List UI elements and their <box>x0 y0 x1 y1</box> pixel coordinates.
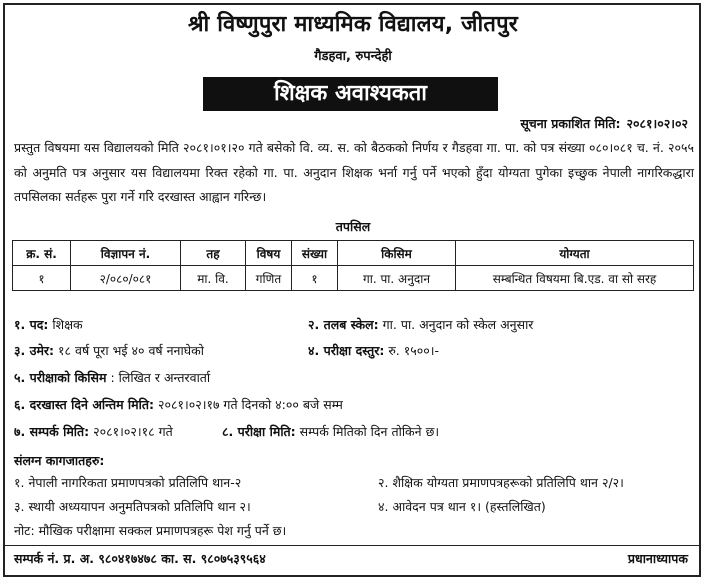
col-header-qualification: योग्यता <box>456 241 694 266</box>
detail-fee <box>308 342 439 359</box>
notice-date-value: २०८१।०२।०२ <box>626 116 688 131</box>
cell-level: मा. वि. <box>181 266 246 291</box>
detail-contact-date-value: २०८१।०२।१८ गते <box>93 424 173 439</box>
notice-body-paragraph: प्रस्तुत विषयमा यस विद्यालयको मिति २०८१।०१।२० गते बसेको वि. व्य. स. को बैठकको निर्णय र गैडहवा गा. पा. को पत्र संख्या ०८०।०८१ च. नं. २०५५ को अनुमति पत्र अनुसार यस विद्यालयमा रिक्त रहेको गा. पा. अनुदान शिक्षक भर्ना गर्नु पर्ने भएको हुँदा योग्यता पुगेका इच्छुक नेपाली नागरिकद्धारा तपसिलका सर्तहरू पुरा गर्ने गरि दरखास्त आह्वान गरिन्छ। <box>14 140 694 204</box>
detail-deadline-value: २०८१।०२।१७ गते दिनको ४:०० बजे सम्म <box>157 397 343 412</box>
col-header-advert-no: विज्ञापन नं. <box>71 241 181 266</box>
documents-heading: संलग्न कागजातहरु: <box>14 453 105 468</box>
detail-salary-label: २. तलब स्केल: <box>308 317 379 332</box>
detail-contact-date-label: ७. सम्पर्क मिति: <box>14 424 90 439</box>
document-item-teaching-license: ३. स्थायी अध्ययापन अनुमतिपत्रको प्रतिलिपि थान २। <box>14 499 251 514</box>
detail-post-label: १. पद: <box>14 317 49 332</box>
cell-advert-no: २/०८०/०८१ <box>71 266 181 291</box>
col-header-subject: विषय <box>246 241 292 266</box>
footer-divider <box>5 545 699 546</box>
notice-date-label: सूचना प्रकाशित मिति: <box>520 116 621 131</box>
details-heading: तपसिल <box>335 219 371 234</box>
detail-exam-date-value: सम्पर्क मितिको दिन तोकिने छ। <box>299 424 440 439</box>
detail-post <box>14 316 83 333</box>
notice-published-date <box>520 115 688 132</box>
cell-serial: १ <box>13 266 71 291</box>
detail-exam-type <box>14 369 210 386</box>
document-item-academic: २. शैक्षिक योग्यता प्रमाणपत्रहरूको प्रतिलिपि थान २/२। <box>378 475 624 490</box>
detail-exam-type-label: ५. परीक्षाको किसिम <box>14 370 107 385</box>
col-header-type: किसिम <box>338 241 456 266</box>
cell-count: १ <box>292 266 338 291</box>
documents-note: नोट: मौखिक परीक्षामा सक्कल प्रमाणपत्रहरू पेश गर्नु पर्ने छ। <box>14 523 287 538</box>
notice-title-banner: शिक्षक अवाश्यकता <box>203 77 498 111</box>
cell-type: गा. पा. अनुदान <box>338 266 456 291</box>
col-header-level: तह <box>181 241 246 266</box>
cell-qualification: सम्बन्धित विषयमा बि.एड. वा सो सरह <box>456 266 694 291</box>
vacancy-table <box>12 240 694 291</box>
school-location: गैडहवा, रुपन्देही <box>314 49 392 64</box>
contact-numbers: सम्पर्क नं. प्र. अ. ९८०४१७४७८ का. स. ९८०७५३९५६४ <box>14 551 266 566</box>
detail-salary-value: गा. पा. अनुदान को स्केल अनुसार <box>382 317 534 332</box>
detail-contact-date <box>14 423 173 440</box>
detail-deadline-label: ६. दरखास्त दिने अन्तिम मिति: <box>14 397 154 412</box>
detail-fee-label: ४. परीक्षा दस्तुर: <box>308 343 385 358</box>
detail-exam-date-label: ८. परीक्षा मिति: <box>222 424 296 439</box>
table-header-row <box>13 241 694 266</box>
detail-age <box>14 342 204 359</box>
table-row <box>13 266 694 291</box>
principal-signature-label: प्रधानाध्यापक <box>627 551 688 566</box>
col-header-serial: क्र. सं. <box>13 241 71 266</box>
detail-salary <box>308 316 533 333</box>
detail-age-value: १८ वर्ष पूरा भई ४० वर्ष ननाघेको <box>58 343 204 358</box>
cell-subject: गणित <box>246 266 292 291</box>
document-item-application: ४. आवेदन पत्र थान १। (हस्तलिखित) <box>378 499 546 514</box>
detail-deadline <box>14 396 343 413</box>
detail-age-label: ३. उमेर: <box>14 343 55 358</box>
detail-exam-date <box>222 423 439 440</box>
document-item-citizenship: १. नेपाली नागरिकता प्रमाणपत्रको प्रतिलिपि थान-२ <box>14 475 242 490</box>
col-header-count: संख्या <box>292 241 338 266</box>
detail-exam-type-value: : लिखित र अन्तरवार्ता <box>110 370 211 385</box>
detail-post-value: शिक्षक <box>52 317 83 332</box>
school-name: श्री विष्णुपुरा माध्यमिक विद्यालय, जीतपुर <box>187 12 519 37</box>
detail-fee-value: रु. १५००।- <box>388 343 439 358</box>
